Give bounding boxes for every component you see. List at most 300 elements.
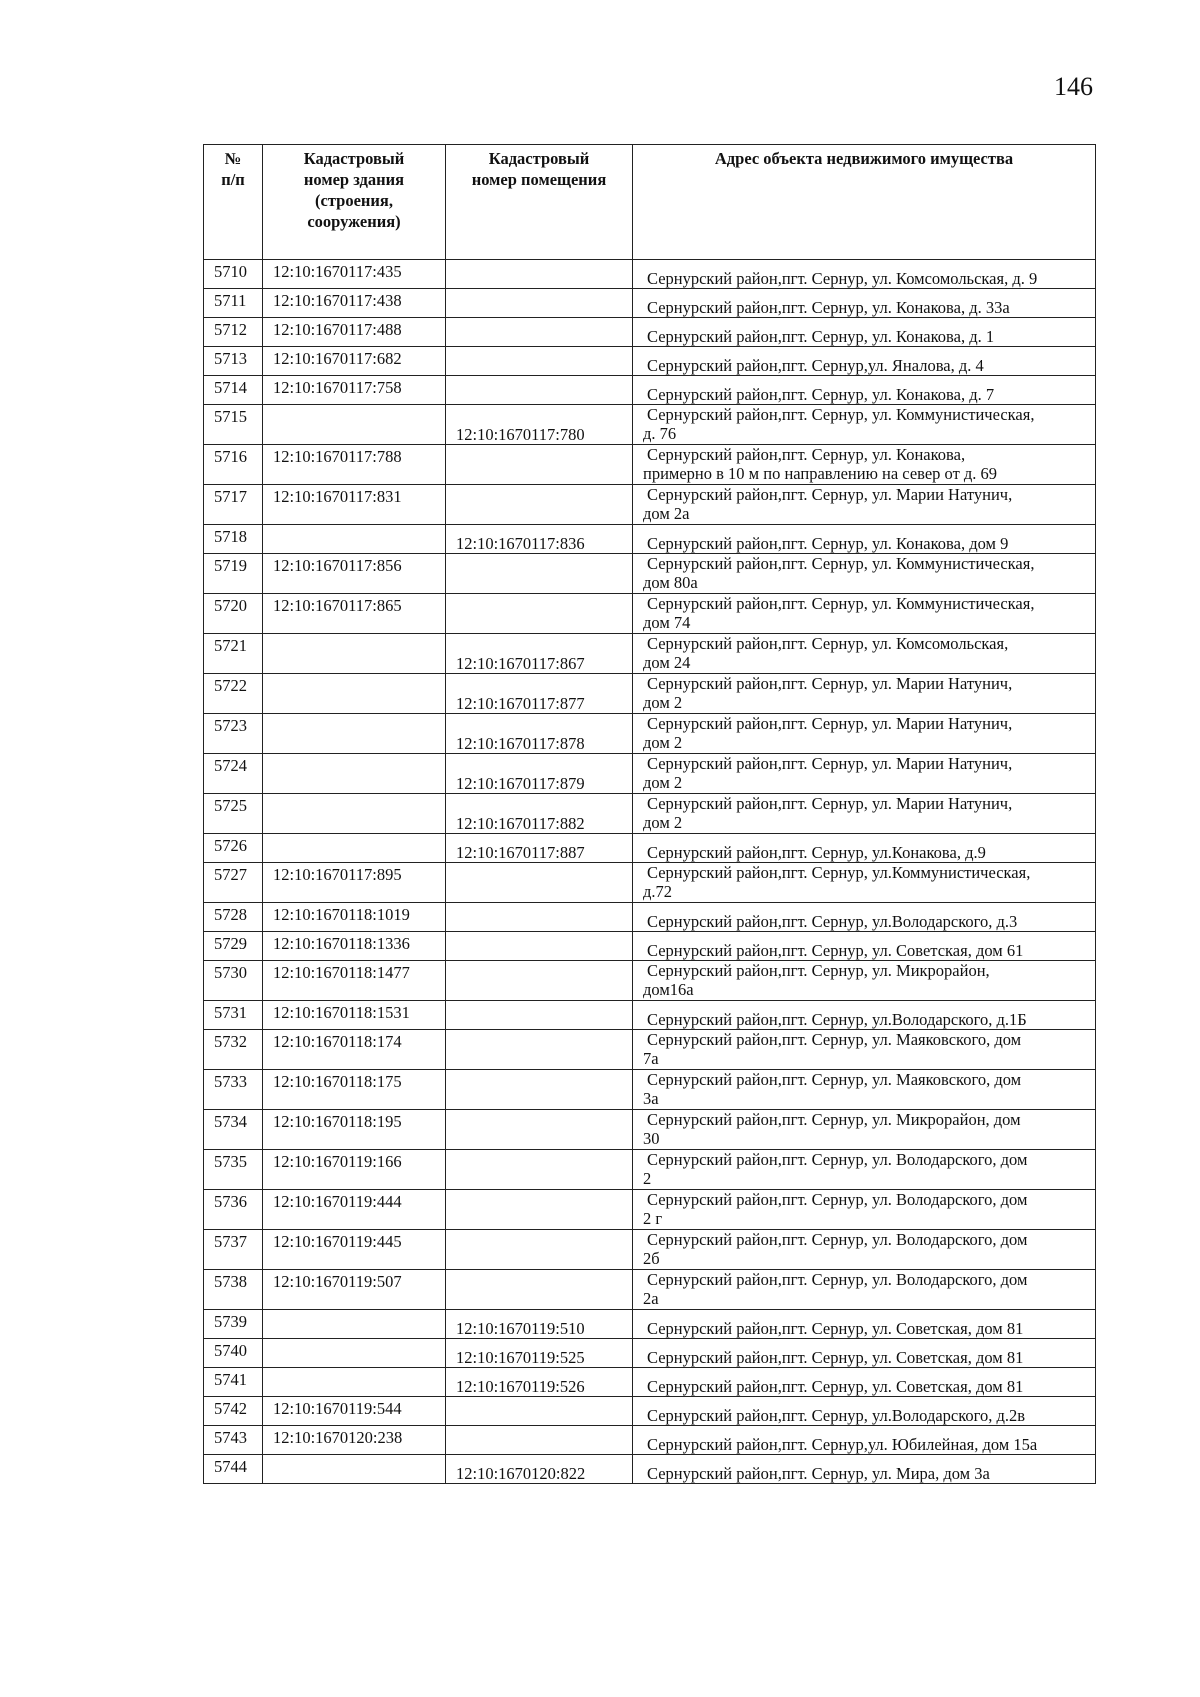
address-line-2: дом 2а	[643, 504, 690, 523]
property-address: Сернурский район,пгт. Сернур, ул. Советская, дом 81	[647, 1377, 1024, 1396]
address-cell	[633, 1230, 1096, 1270]
building-cadastral-number: 12:10:1670119:166	[273, 1152, 402, 1171]
address-line-2: 2а	[643, 1289, 659, 1308]
row-number-cell	[204, 289, 263, 318]
row-number: 5721	[214, 636, 247, 655]
address-cell	[633, 1339, 1096, 1368]
table-row	[204, 903, 1096, 932]
building-cadastral-number: 12:10:1670118:174	[273, 1032, 402, 1051]
building-cadastral-number	[263, 1455, 445, 1457]
premise-cadastral-cell	[446, 1190, 633, 1230]
premise-cadastral-cell	[446, 1270, 633, 1310]
address-cell	[633, 1397, 1096, 1426]
row-number: 5733	[214, 1072, 247, 1091]
row-number-cell	[204, 674, 263, 714]
building-cadastral-number: 12:10:1670117:488	[273, 320, 402, 339]
address-line-1: Сернурский район,пгт. Сернур, ул. Коммунистическая,	[647, 405, 1035, 424]
address-line-2: 7а	[643, 1049, 659, 1068]
address-line-2: д.72	[643, 882, 673, 901]
table-header-row	[204, 145, 1096, 260]
row-number: 5714	[214, 378, 247, 397]
building-cadastral-number	[263, 1339, 445, 1341]
row-number: 5736	[214, 1192, 247, 1211]
table-row	[204, 554, 1096, 594]
table-row	[204, 714, 1096, 754]
row-number: 5725	[214, 796, 247, 815]
table-row	[204, 289, 1096, 318]
address-cell	[633, 634, 1096, 674]
address-cell	[633, 554, 1096, 594]
premise-cadastral-number: 12:10:1670117:877	[456, 694, 585, 713]
table-row	[204, 863, 1096, 903]
address-line-1: Сернурский район,пгт. Сернур, ул. Марии Натунич,	[647, 794, 1013, 813]
building-cadastral-number: 12:10:1670118:1336	[273, 934, 410, 953]
table-row	[204, 1368, 1096, 1397]
building-cadastral-cell	[263, 754, 446, 794]
row-number-cell	[204, 754, 263, 794]
building-cadastral-cell	[263, 1150, 446, 1190]
address-line-2: примерно в 10 м по направлению на север от д. 69	[643, 464, 998, 483]
address-line-1: Сернурский район,пгт. Сернур, ул. Конакова,	[647, 445, 966, 464]
property-address	[633, 485, 1095, 523]
property-address: Сернурский район,пгт. Сернур,ул. Юбилейная, дом 15а	[647, 1435, 1038, 1454]
row-number-cell	[204, 525, 263, 554]
premise-cadastral-cell	[446, 260, 633, 289]
table-row	[204, 1070, 1096, 1110]
property-address	[633, 594, 1095, 632]
property-address: Сернурский район,пгт. Сернур, ул. Конакова, дом 9	[647, 534, 1009, 553]
property-address: Сернурский район,пгт. Сернур, ул. Конакова, д. 33а	[647, 298, 1010, 317]
table-row	[204, 1397, 1096, 1426]
row-number: 5728	[214, 905, 247, 924]
address-cell	[633, 289, 1096, 318]
address-cell	[633, 1455, 1096, 1484]
row-number: 5735	[214, 1152, 247, 1171]
property-address	[633, 1030, 1095, 1068]
address-line-1: Сернурский район,пгт. Сернур, ул. Марии Натунич,	[647, 754, 1013, 773]
address-cell	[633, 260, 1096, 289]
address-line-1: Сернурский район,пгт. Сернур, ул. Маяковского, дом	[647, 1030, 1022, 1049]
building-cadastral-number	[263, 1310, 445, 1312]
property-address: Сернурский район,пгт. Сернур, ул.Володарского, д.1Б	[647, 1010, 1027, 1029]
premise-cadastral-number: 12:10:1670117:780	[456, 425, 585, 444]
address-line-2: дом16а	[643, 980, 694, 999]
premise-cadastral-cell	[446, 405, 633, 445]
building-cadastral-cell	[263, 376, 446, 405]
table-row	[204, 1270, 1096, 1310]
address-line-1: Сернурский район,пгт. Сернур, ул.Коммунистическая,	[647, 863, 1031, 882]
building-cadastral-cell	[263, 485, 446, 525]
row-number-cell	[204, 1230, 263, 1270]
building-cadastral-cell	[263, 634, 446, 674]
address-cell	[633, 932, 1096, 961]
building-cadastral-cell	[263, 405, 446, 445]
building-cadastral-cell	[263, 674, 446, 714]
premise-cadastral-cell	[446, 1110, 633, 1150]
address-line-1: Сернурский район,пгт. Сернур, ул. Микрорайон, дом	[647, 1110, 1021, 1129]
row-number-cell	[204, 318, 263, 347]
building-cadastral-cell	[263, 554, 446, 594]
premise-cadastral-cell	[446, 1455, 633, 1484]
building-cadastral-number: 12:10:1670117:856	[273, 556, 402, 575]
premise-cadastral-cell	[446, 289, 633, 318]
property-address: Сернурский район,пгт. Сернур, ул. Советская, дом 61	[647, 941, 1024, 960]
property-address	[633, 961, 1095, 999]
address-cell	[633, 1310, 1096, 1339]
premise-cadastral-cell	[446, 347, 633, 376]
table-row	[204, 376, 1096, 405]
property-address: Сернурский район,пгт. Сернур, ул.Конакова, д.9	[647, 843, 986, 862]
premise-cadastral-cell	[446, 714, 633, 754]
premise-cadastral-cell	[446, 634, 633, 674]
row-number-cell	[204, 594, 263, 634]
building-cadastral-number: 12:10:1670118:1019	[273, 905, 410, 924]
address-line-2: 2 г	[643, 1209, 663, 1228]
property-address	[633, 1270, 1095, 1308]
address-line-2: 2	[643, 1169, 652, 1188]
premise-cadastral-cell	[446, 961, 633, 1001]
address-line-1: Сернурский район,пгт. Сернур, ул. Микрорайон,	[647, 961, 990, 980]
row-number: 5711	[214, 291, 247, 310]
table-row	[204, 932, 1096, 961]
premise-cadastral-cell	[446, 674, 633, 714]
property-address	[633, 1190, 1095, 1228]
address-cell	[633, 347, 1096, 376]
address-line-1: Сернурский район,пгт. Сернур, ул. Маяковского, дом	[647, 1070, 1022, 1089]
building-cadastral-number: 12:10:1670118:1531	[273, 1003, 410, 1022]
row-number: 5731	[214, 1003, 247, 1022]
table-row	[204, 1455, 1096, 1484]
row-number-cell	[204, 714, 263, 754]
premise-cadastral-cell	[446, 318, 633, 347]
row-number-cell	[204, 554, 263, 594]
premise-cadastral-cell	[446, 525, 633, 554]
address-cell	[633, 1110, 1096, 1150]
row-number-cell	[204, 1030, 263, 1070]
property-address: Сернурский район,пгт. Сернур, ул. Комсомольская, д. 9	[647, 269, 1038, 288]
row-number: 5726	[214, 836, 247, 855]
header-building-cadastral-number: Кадастровый номер здания (строения, сооружения)	[263, 145, 446, 260]
row-number: 5742	[214, 1399, 247, 1418]
address-line-2: 2б	[643, 1249, 660, 1268]
premise-cadastral-number: 12:10:1670117:879	[456, 774, 585, 793]
address-line-1: Сернурский район,пгт. Сернур, ул. Володарского, дом	[647, 1230, 1028, 1249]
property-address	[633, 1230, 1095, 1268]
table-row	[204, 594, 1096, 634]
building-cadastral-cell	[263, 932, 446, 961]
table-row	[204, 834, 1096, 863]
premise-cadastral-cell	[446, 1368, 633, 1397]
building-cadastral-cell	[263, 347, 446, 376]
premise-cadastral-cell	[446, 834, 633, 863]
building-cadastral-cell	[263, 594, 446, 634]
building-cadastral-number	[263, 834, 445, 836]
premise-cadastral-number: 12:10:1670120:822	[456, 1464, 586, 1483]
row-number: 5715	[214, 407, 247, 426]
row-number: 5743	[214, 1428, 247, 1447]
premise-cadastral-cell	[446, 1001, 633, 1030]
building-cadastral-cell	[263, 1190, 446, 1230]
row-number-cell	[204, 1270, 263, 1310]
property-address	[633, 714, 1095, 752]
table-row	[204, 1030, 1096, 1070]
row-number-cell	[204, 1070, 263, 1110]
row-number-cell	[204, 445, 263, 485]
row-number-cell	[204, 1310, 263, 1339]
row-number: 5740	[214, 1341, 247, 1360]
row-number: 5729	[214, 934, 247, 953]
row-number-cell	[204, 485, 263, 525]
address-line-1: Сернурский район,пгт. Сернур, ул. Марии Натунич,	[647, 674, 1013, 693]
table-row	[204, 1001, 1096, 1030]
building-cadastral-cell	[263, 445, 446, 485]
building-cadastral-cell	[263, 1339, 446, 1368]
address-line-1: Сернурский район,пгт. Сернур, ул. Марии Натунич,	[647, 714, 1013, 733]
premise-cadastral-cell	[446, 1230, 633, 1270]
address-line-2: д. 76	[643, 424, 677, 443]
premise-cadastral-cell	[446, 554, 633, 594]
premise-cadastral-cell	[446, 1150, 633, 1190]
property-address: Сернурский район,пгт. Сернур, ул.Володарского, д.2в	[647, 1406, 1026, 1425]
address-cell	[633, 1150, 1096, 1190]
premise-cadastral-number: 12:10:1670117:887	[456, 843, 585, 862]
row-number-cell	[204, 1150, 263, 1190]
row-number-cell	[204, 347, 263, 376]
building-cadastral-cell	[263, 1030, 446, 1070]
building-cadastral-cell	[263, 1455, 446, 1484]
header-property-address: Адрес объекта недвижимого имущества	[633, 145, 1096, 260]
table-row	[204, 1339, 1096, 1368]
row-number: 5738	[214, 1272, 247, 1291]
building-cadastral-cell	[263, 260, 446, 289]
table-row	[204, 525, 1096, 554]
table-row	[204, 1150, 1096, 1190]
building-cadastral-cell	[263, 903, 446, 932]
row-number-cell	[204, 1001, 263, 1030]
row-number-cell	[204, 405, 263, 445]
property-address	[633, 754, 1095, 792]
premise-cadastral-number: 12:10:1670117:867	[456, 654, 585, 673]
table-row	[204, 1110, 1096, 1150]
address-cell	[633, 1070, 1096, 1110]
property-address	[633, 863, 1095, 901]
address-line-1: Сернурский район,пгт. Сернур, ул. Володарского, дом	[647, 1190, 1028, 1209]
address-cell	[633, 594, 1096, 634]
building-cadastral-number	[263, 754, 445, 756]
row-number: 5744	[214, 1457, 247, 1476]
premise-cadastral-cell	[446, 376, 633, 405]
table-row	[204, 961, 1096, 1001]
building-cadastral-cell	[263, 1368, 446, 1397]
header-premise-cadastral-number: Кадастровый номер помещения	[446, 145, 633, 260]
address-line-1: Сернурский район,пгт. Сернур, ул. Коммунистическая,	[647, 554, 1035, 573]
address-cell	[633, 1426, 1096, 1455]
address-cell	[633, 1001, 1096, 1030]
address-cell	[633, 376, 1096, 405]
building-cadastral-number: 12:10:1670120:238	[273, 1428, 403, 1447]
building-cadastral-number: 12:10:1670117:895	[273, 865, 402, 884]
row-number: 5718	[214, 527, 247, 546]
building-cadastral-number: 12:10:1670117:865	[273, 596, 402, 615]
row-number: 5739	[214, 1312, 247, 1331]
building-cadastral-number: 12:10:1670118:175	[273, 1072, 402, 1091]
row-number: 5722	[214, 676, 247, 695]
address-cell	[633, 1270, 1096, 1310]
property-address	[633, 1070, 1095, 1108]
building-cadastral-number: 12:10:1670119:507	[273, 1272, 402, 1291]
building-cadastral-cell	[263, 318, 446, 347]
row-number-cell	[204, 1190, 263, 1230]
property-address: Сернурский район,пгт. Сернур, ул. Мира, дом 3а	[647, 1464, 990, 1483]
address-line-2: дом 2	[643, 773, 683, 792]
table-row	[204, 754, 1096, 794]
building-cadastral-number: 12:10:1670117:435	[273, 262, 402, 281]
premise-cadastral-cell	[446, 594, 633, 634]
table-row	[204, 445, 1096, 485]
address-cell	[633, 1030, 1096, 1070]
building-cadastral-cell	[263, 863, 446, 903]
premise-cadastral-cell	[446, 485, 633, 525]
table-row	[204, 485, 1096, 525]
building-cadastral-cell	[263, 961, 446, 1001]
building-cadastral-number: 12:10:1670119:544	[273, 1399, 402, 1418]
address-line-1: Сернурский район,пгт. Сернур, ул. Володарского, дом	[647, 1270, 1028, 1289]
premise-cadastral-number: 12:10:1670119:526	[456, 1377, 585, 1396]
row-number-cell	[204, 1455, 263, 1484]
address-line-2: дом 74	[643, 613, 691, 632]
property-address: Сернурский район,пгт. Сернур, ул. Конакова, д. 7	[647, 385, 995, 404]
building-cadastral-number: 12:10:1670117:438	[273, 291, 402, 310]
row-number: 5717	[214, 487, 247, 506]
table-row	[204, 405, 1096, 445]
premise-cadastral-cell	[446, 1310, 633, 1339]
building-cadastral-cell	[263, 714, 446, 754]
row-number-cell	[204, 961, 263, 1001]
building-cadastral-cell	[263, 1397, 446, 1426]
address-line-2: 3а	[643, 1089, 659, 1108]
address-cell	[633, 1190, 1096, 1230]
row-number-cell	[204, 376, 263, 405]
address-line-1: Сернурский район,пгт. Сернур, ул. Комсомольская,	[647, 634, 1009, 653]
premise-cadastral-number: 12:10:1670119:525	[456, 1348, 585, 1367]
row-number: 5727	[214, 865, 247, 884]
row-number-cell	[204, 1110, 263, 1150]
building-cadastral-number: 12:10:1670117:788	[273, 447, 402, 466]
address-cell	[633, 714, 1096, 754]
building-cadastral-number	[263, 794, 445, 796]
table-row	[204, 347, 1096, 376]
building-cadastral-cell	[263, 1310, 446, 1339]
premise-cadastral-cell	[446, 1397, 633, 1426]
table-row	[204, 1230, 1096, 1270]
row-number-cell	[204, 1339, 263, 1368]
building-cadastral-number	[263, 634, 445, 636]
building-cadastral-number: 12:10:1670118:195	[273, 1112, 402, 1131]
row-number: 5741	[214, 1370, 247, 1389]
property-address	[633, 1150, 1095, 1188]
property-address	[633, 634, 1095, 672]
row-number: 5730	[214, 963, 247, 982]
property-address	[633, 1110, 1095, 1148]
premise-cadastral-number: 12:10:1670117:878	[456, 734, 585, 753]
building-cadastral-number	[263, 714, 445, 716]
building-cadastral-cell	[263, 1001, 446, 1030]
premise-cadastral-number: 12:10:1670117:836	[456, 534, 585, 553]
address-line-2: 30	[643, 1129, 660, 1148]
address-line-2: дом 2	[643, 733, 683, 752]
table-row	[204, 318, 1096, 347]
premise-cadastral-cell	[446, 903, 633, 932]
row-number-cell	[204, 1397, 263, 1426]
property-address: Сернурский район,пгт. Сернур, ул. Советская, дом 81	[647, 1348, 1024, 1367]
address-line-2: дом 80а	[643, 573, 698, 592]
property-registry-table	[203, 144, 1096, 1484]
building-cadastral-number	[263, 525, 445, 527]
table-body	[204, 260, 1096, 1484]
row-number: 5732	[214, 1032, 247, 1051]
property-address	[633, 554, 1095, 592]
building-cadastral-number: 12:10:1670119:445	[273, 1232, 402, 1251]
building-cadastral-number	[263, 1368, 445, 1370]
row-number-cell	[204, 634, 263, 674]
property-address: Сернурский район,пгт. Сернур, ул. Конакова, д. 1	[647, 327, 995, 346]
row-number-cell	[204, 834, 263, 863]
address-line-1: Сернурский район,пгт. Сернур, ул. Коммунистическая,	[647, 594, 1035, 613]
address-cell	[633, 445, 1096, 485]
property-address	[633, 794, 1095, 832]
row-number-cell	[204, 260, 263, 289]
address-line-1: Сернурский район,пгт. Сернур, ул. Володарского, дом	[647, 1150, 1028, 1169]
row-number-cell	[204, 863, 263, 903]
premise-cadastral-cell	[446, 794, 633, 834]
address-cell	[633, 863, 1096, 903]
address-cell	[633, 961, 1096, 1001]
row-number: 5713	[214, 349, 247, 368]
row-number-cell	[204, 794, 263, 834]
premise-cadastral-cell	[446, 1426, 633, 1455]
building-cadastral-cell	[263, 1270, 446, 1310]
property-address	[633, 405, 1095, 443]
building-cadastral-number: 12:10:1670117:682	[273, 349, 402, 368]
row-number: 5724	[214, 756, 247, 775]
address-cell	[633, 485, 1096, 525]
property-address: Сернурский район,пгт. Сернур, ул. Советская, дом 81	[647, 1319, 1024, 1338]
address-cell	[633, 754, 1096, 794]
row-number: 5734	[214, 1112, 247, 1131]
address-cell	[633, 318, 1096, 347]
property-address: Сернурский район,пгт. Сернур, ул.Володарского, д.3	[647, 912, 1018, 931]
header-row-number: № п/п	[204, 145, 263, 260]
address-cell	[633, 834, 1096, 863]
table-row	[204, 260, 1096, 289]
table-row	[204, 1310, 1096, 1339]
address-cell	[633, 525, 1096, 554]
row-number: 5720	[214, 596, 247, 615]
table-row	[204, 634, 1096, 674]
premise-cadastral-cell	[446, 863, 633, 903]
address-cell	[633, 794, 1096, 834]
premise-cadastral-number: 12:10:1670117:882	[456, 814, 585, 833]
address-cell	[633, 674, 1096, 714]
row-number: 5719	[214, 556, 247, 575]
address-cell	[633, 1368, 1096, 1397]
page-number: 146	[1054, 72, 1093, 101]
row-number-cell	[204, 1368, 263, 1397]
address-line-2: дом 2	[643, 813, 683, 832]
row-number-cell	[204, 903, 263, 932]
building-cadastral-number	[263, 405, 445, 407]
building-cadastral-number	[263, 674, 445, 676]
